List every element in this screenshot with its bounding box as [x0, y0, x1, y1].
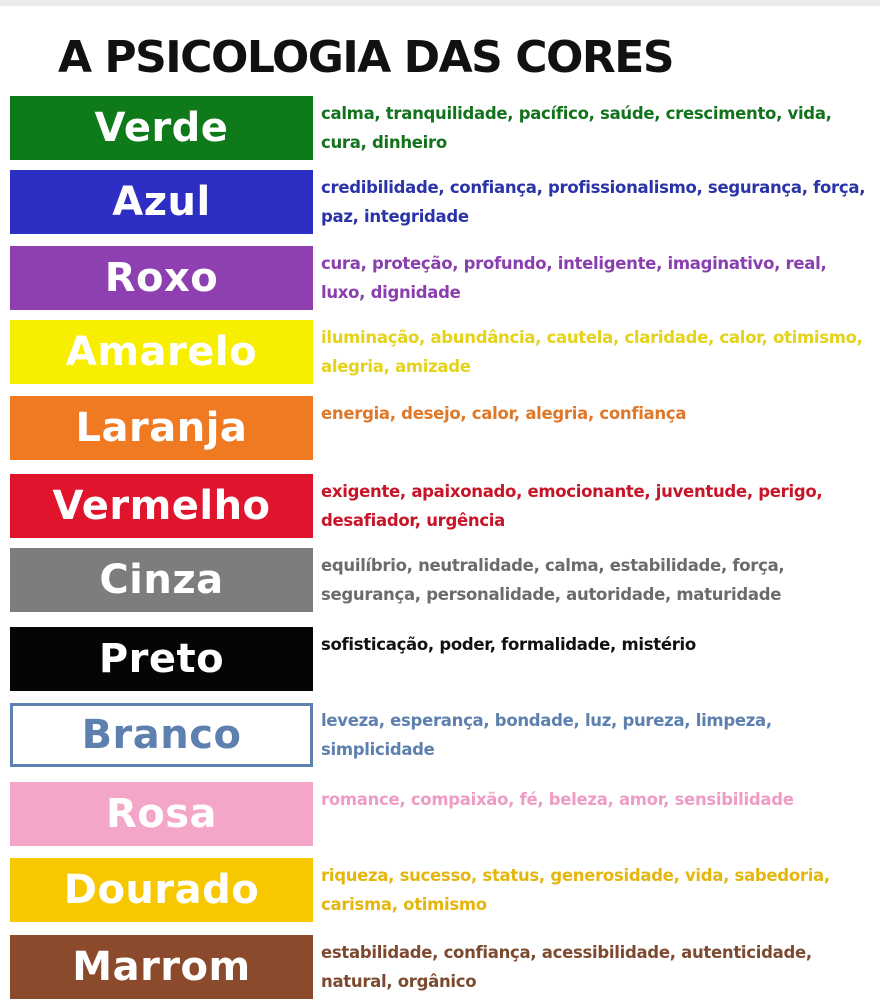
swatch-verde [10, 96, 313, 160]
swatch-vermelho [10, 474, 313, 538]
description-roxo: cura, proteção, profundo, inteligente, imaginativo, real, luxo, dignidade [321, 254, 827, 302]
description-preto: sofisticação, poder, formalidade, mistério [321, 635, 696, 654]
swatch-rosa [10, 782, 313, 846]
page-title: A PSICOLOGIA DAS CORES [58, 32, 674, 83]
swatch-label-laranja: Laranja [75, 405, 248, 451]
swatch-label-marrom: Marrom [72, 944, 251, 990]
description-rosa: romance, compaixão, fé, beleza, amor, sensibilidade [321, 790, 794, 809]
swatch-label-preto: Preto [98, 636, 225, 682]
description-azul: credibilidade, confiança, profissionalismo, segurança, força, paz, integridade [321, 178, 866, 226]
swatch-label-rosa: Rosa [105, 791, 218, 837]
swatch-label-verde: Verde [94, 105, 229, 151]
swatch-label-vermelho: Vermelho [52, 483, 271, 529]
description-verde: calma, tranquilidade, pacífico, saúde, crescimento, vida, cura, dinheiro [321, 104, 832, 152]
description-marrom: estabilidade, confiança, acessibilidade, autenticidade, natural, orgânico [321, 943, 812, 991]
description-vermelho: exigente, apaixonado, emocionante, juventude, perigo, desafiador, urgência [321, 482, 823, 530]
swatch-label-branco: Branco [81, 712, 242, 758]
swatch-amarelo [10, 320, 313, 384]
swatch-marrom [10, 935, 313, 999]
swatch-label-roxo: Roxo [104, 255, 219, 301]
swatch-cinza [10, 548, 313, 612]
swatch-label-amarelo: Amarelo [65, 329, 258, 375]
swatch-label-cinza: Cinza [99, 557, 224, 603]
swatch-preto [10, 627, 313, 691]
swatch-laranja [10, 396, 313, 460]
swatch-branco [10, 703, 313, 767]
swatch-azul [10, 170, 313, 234]
description-branco: leveza, esperança, bondade, luz, pureza, limpeza, simplicidade [321, 711, 772, 759]
description-cinza: equilíbrio, neutralidade, calma, estabilidade, força, segurança, personalidade, autoridade, maturidade [321, 556, 785, 604]
swatch-dourado [10, 858, 313, 922]
swatch-roxo [10, 246, 313, 310]
description-amarelo: iluminação, abundância, cautela, claridade, calor, otimismo, alegria, amizade [321, 328, 863, 376]
swatch-label-azul: Azul [112, 179, 211, 225]
top-strip [0, 0, 880, 6]
swatch-label-dourado: Dourado [63, 867, 260, 913]
description-laranja: energia, desejo, calor, alegria, confiança [321, 404, 687, 423]
description-dourado: riqueza, sucesso, status, generosidade, vida, sabedoria, carisma, otimismo [321, 866, 830, 914]
